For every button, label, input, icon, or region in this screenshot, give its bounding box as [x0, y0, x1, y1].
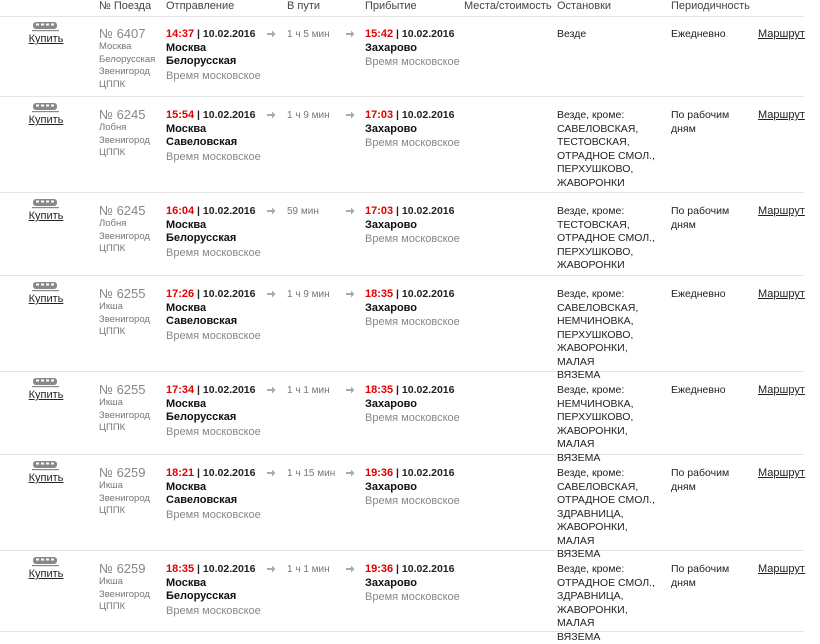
arrow-right-icon — [345, 29, 355, 44]
table-row — [0, 455, 804, 551]
train-number: № 6245 — [99, 108, 161, 122]
departure-date: 10.02.2016 — [203, 563, 256, 575]
stops-line: ЖАВОРОНКИ, МАЛАЯ — [557, 342, 667, 369]
stops-line: ВЯЗЕМА — [557, 631, 667, 644]
buy-cell — [22, 280, 70, 307]
arrow-right-icon — [345, 385, 355, 400]
buy-cell — [22, 197, 70, 224]
departure-station-1: Москва — [166, 481, 266, 495]
table-row — [0, 372, 804, 455]
departure-timezone: Время московское — [166, 246, 266, 260]
departure-station-2: Белорусская — [166, 590, 266, 604]
train-icon[interactable] — [31, 197, 61, 209]
route-cell — [758, 28, 805, 42]
stops-line: Везде, кроме: — [557, 563, 667, 577]
departure-station-2: Савеловская — [166, 136, 266, 150]
arrow-right-icon — [266, 468, 276, 483]
arrival-timezone: Время московское — [365, 590, 465, 604]
departure-date: 10.02.2016 — [203, 205, 256, 217]
period-line: дням — [671, 123, 751, 137]
arrow-right-icon — [266, 385, 276, 400]
route-cell — [758, 467, 805, 481]
departure-date: 10.02.2016 — [203, 28, 256, 40]
train-carrier: ЦППК — [99, 422, 161, 435]
departure-time: 18:35 — [166, 563, 194, 575]
period-line: Ежедневно — [671, 28, 751, 42]
arrival-time: 19:36 — [365, 563, 393, 575]
arrival-cell: 18:35 | 10.02.2016 Захарово Время московское — [365, 288, 465, 329]
stops-line: ПЕРХУШКОВО, — [557, 163, 667, 177]
departure-station-1: Москва — [166, 123, 266, 137]
arrow-right-icon — [345, 289, 355, 304]
train-from: Икша — [99, 301, 161, 314]
departure-station-1: Москва — [166, 398, 266, 412]
train-number: № 6255 — [99, 383, 161, 397]
train-number-cell — [99, 287, 161, 339]
stops-line: Везде — [557, 28, 667, 42]
travel-duration: 1 ч 9 мин — [287, 288, 330, 302]
stops-line: ЗДРАВНИЦА, — [557, 508, 667, 522]
train-to-line1: Белорусская — [99, 54, 161, 67]
table-row — [0, 97, 804, 193]
arrival-date: 10.02.2016 — [402, 205, 455, 217]
departure-date: 10.02.2016 — [203, 109, 256, 121]
period-line: По рабочим — [671, 205, 751, 219]
arrival-timezone: Время московское — [365, 494, 465, 508]
arrow-right-icon — [266, 564, 276, 579]
departure-station-1: Москва — [166, 577, 266, 591]
arrival-cell: 15:42 | 10.02.2016 Захарово Время московское — [365, 28, 465, 69]
arrival-time: 15:42 — [365, 28, 393, 40]
stops-line: НЕМЧИНОВКА, — [557, 315, 667, 329]
stops-cell — [557, 288, 667, 383]
table-row — [0, 551, 804, 632]
travel-duration: 59 мин — [287, 205, 319, 219]
stops-line: ПЕРХУШКОВО, — [557, 329, 667, 343]
train-to-line1: Звенигород — [99, 410, 161, 423]
train-carrier: ЦППК — [99, 505, 161, 518]
departure-station-2: Савеловская — [166, 315, 266, 329]
arrival-date: 10.02.2016 — [402, 288, 455, 300]
arrival-time: 17:03 — [365, 109, 393, 121]
departure-station-2: Белорусская — [166, 232, 266, 246]
stops-cell — [557, 467, 667, 562]
period-line: Ежедневно — [671, 288, 751, 302]
arrival-station: Захарово — [365, 219, 465, 233]
stops-line: ОТРАДНОЕ СМОЛ., — [557, 232, 667, 246]
train-carrier: ЦППК — [99, 326, 161, 339]
train-from: Икша — [99, 480, 161, 493]
arrival-time: 17:03 — [365, 205, 393, 217]
departure-timezone: Время московское — [166, 69, 266, 83]
route-cell — [758, 205, 805, 219]
departure-time: 17:34 — [166, 384, 194, 396]
departure-timezone: Время московское — [166, 329, 266, 343]
train-number-cell — [99, 27, 161, 91]
departure-date: 10.02.2016 — [203, 384, 256, 396]
buy-cell — [22, 555, 70, 582]
arrival-time: 18:35 — [365, 288, 393, 300]
departure-station-2: Белорусская — [166, 411, 266, 425]
period-line: Ежедневно — [671, 384, 751, 398]
train-icon[interactable] — [31, 555, 61, 567]
buy-link[interactable]: Купить — [29, 210, 64, 222]
stops-cell — [557, 28, 667, 42]
train-from: Икша — [99, 576, 161, 589]
stops-line: САВЕЛОВСКАЯ, — [557, 302, 667, 316]
table-row — [0, 193, 804, 276]
stops-line: ВЯЗЕМА — [557, 369, 667, 383]
train-number-cell — [99, 108, 161, 160]
stops-cell — [557, 205, 667, 273]
train-from: Икша — [99, 397, 161, 410]
train-icon[interactable] — [31, 376, 61, 388]
col-periodicity: Периодичность — [671, 0, 750, 12]
stops-line: Везде, кроме: — [557, 205, 667, 219]
period-line: По рабочим — [671, 563, 751, 577]
route-link[interactable]: Маршрут — [758, 109, 805, 121]
departure-time: 16:04 — [166, 205, 194, 217]
stops-line: ОТРАДНОЕ СМОЛ., — [557, 150, 667, 164]
train-number-cell — [99, 466, 161, 518]
arrival-cell: 17:03 | 10.02.2016 Захарово Время московское — [365, 109, 465, 150]
departure-station-1: Москва — [166, 42, 266, 56]
departure-cell: 14:37 | 10.02.2016 Москва Белорусская Время московское — [166, 28, 266, 83]
stops-cell — [557, 384, 667, 465]
train-number: № 6259 — [99, 562, 161, 576]
train-carrier: ЦППК — [99, 601, 161, 614]
train-icon[interactable] — [31, 20, 61, 32]
stops-line: ЖАВОРОНКИ, МАЛАЯ — [557, 521, 667, 548]
arrival-time: 18:35 — [365, 384, 393, 396]
departure-time: 17:26 — [166, 288, 194, 300]
stops-line: ЖАВОРОНКИ — [557, 177, 667, 191]
train-icon[interactable] — [31, 280, 61, 292]
stops-line: ОТРАДНОЕ СМОЛ., — [557, 577, 667, 591]
train-number-cell — [99, 562, 161, 614]
col-departure: Отправление — [166, 0, 234, 12]
schedule-table — [0, 16, 804, 632]
table-header — [0, 0, 804, 17]
travel-duration: 1 ч 9 мин — [287, 109, 330, 123]
departure-timezone: Время московское — [166, 425, 266, 439]
buy-cell — [22, 376, 70, 403]
stops-cell — [557, 109, 667, 190]
arrival-date: 10.02.2016 — [402, 109, 455, 121]
route-link[interactable]: Маршрут — [758, 205, 805, 217]
travel-duration: 1 ч 5 мин — [287, 28, 330, 42]
arrival-timezone: Время московское — [365, 55, 465, 69]
train-from: Лобня — [99, 122, 161, 135]
arrival-cell: 18:35 | 10.02.2016 Захарово Время московское — [365, 384, 465, 425]
route-link[interactable]: Маршрут — [758, 28, 805, 40]
arrival-station: Захарово — [365, 481, 465, 495]
train-to-line1: Звенигород — [99, 314, 161, 327]
route-link[interactable]: Маршрут — [758, 467, 805, 479]
buy-link[interactable]: Купить — [29, 293, 64, 305]
arrival-timezone: Время московское — [365, 232, 465, 246]
arrival-cell: 17:03 | 10.02.2016 Захарово Время московское — [365, 205, 465, 246]
stops-line: ЖАВОРОНКИ, МАЛАЯ — [557, 425, 667, 452]
col-arrival: Прибытие — [365, 0, 417, 12]
departure-time: 18:21 — [166, 467, 194, 479]
stops-line: САВЕЛОВСКАЯ, — [557, 123, 667, 137]
col-seats-price: Места/стоимость — [464, 0, 552, 12]
arrival-timezone: Время московское — [365, 315, 465, 329]
departure-station-1: Москва — [166, 219, 266, 233]
periodicity-cell — [671, 563, 751, 590]
stops-line: ЖАВОРОНКИ — [557, 259, 667, 273]
table-row — [0, 276, 804, 372]
arrow-right-icon — [266, 289, 276, 304]
periodicity-cell — [671, 467, 751, 494]
departure-cell: 18:35 | 10.02.2016 Москва Белорусская Время московское — [166, 563, 266, 618]
arrival-date: 10.02.2016 — [402, 28, 455, 40]
departure-station-2: Савеловская — [166, 494, 266, 508]
train-to-line1: Звенигород — [99, 589, 161, 602]
train-from: Москва — [99, 41, 161, 54]
buy-link[interactable]: Купить — [29, 114, 64, 126]
periodicity-cell — [671, 109, 751, 136]
periodicity-cell — [671, 384, 751, 398]
departure-date: 10.02.2016 — [203, 288, 256, 300]
stops-line: ОТРАДНОЕ СМОЛ., — [557, 494, 667, 508]
period-line: дням — [671, 481, 751, 495]
route-cell — [758, 563, 805, 577]
stops-line: Везде, кроме: — [557, 109, 667, 123]
route-cell — [758, 288, 805, 302]
train-number-cell — [99, 383, 161, 435]
arrow-right-icon — [266, 29, 276, 44]
buy-cell — [22, 20, 70, 47]
train-icon[interactable] — [31, 459, 61, 471]
travel-duration: 1 ч 1 мин — [287, 563, 330, 577]
route-link[interactable]: Маршрут — [758, 563, 805, 575]
train-to-line2: Звенигород — [99, 66, 161, 79]
buy-link[interactable]: Купить — [29, 389, 64, 401]
departure-timezone: Время московское — [166, 604, 266, 618]
col-stops: Остановки — [557, 0, 611, 12]
train-number: № 6245 — [99, 204, 161, 218]
arrival-timezone: Время московское — [365, 136, 465, 150]
route-link[interactable]: Маршрут — [758, 288, 805, 300]
train-number-cell — [99, 204, 161, 256]
departure-timezone: Время московское — [166, 150, 266, 164]
train-number: № 6255 — [99, 287, 161, 301]
stops-line: ЗДРАВНИЦА, — [557, 590, 667, 604]
departure-cell: 17:34 | 10.02.2016 Москва Белорусская Время московское — [166, 384, 266, 439]
arrival-station: Захарово — [365, 123, 465, 137]
departure-time: 14:37 — [166, 28, 194, 40]
arrival-timezone: Время московское — [365, 411, 465, 425]
departure-cell: 16:04 | 10.02.2016 Москва Белорусская Время московское — [166, 205, 266, 260]
route-cell — [758, 384, 805, 398]
arrival-date: 10.02.2016 — [402, 384, 455, 396]
route-link[interactable]: Маршрут — [758, 384, 805, 396]
stops-line: Везде, кроме: — [557, 288, 667, 302]
periodicity-cell — [671, 288, 751, 302]
buy-link[interactable]: Купить — [29, 568, 64, 580]
period-line: По рабочим — [671, 109, 751, 123]
arrival-cell: 19:36 | 10.02.2016 Захарово Время московское — [365, 563, 465, 604]
train-carrier: ЦППК — [99, 243, 161, 256]
buy-link[interactable]: Купить — [29, 33, 64, 45]
arrow-right-icon — [345, 468, 355, 483]
buy-cell — [22, 101, 70, 128]
train-carrier: ЦППК — [99, 79, 161, 92]
stops-line: Везде, кроме: — [557, 467, 667, 481]
departure-station-2: Белорусская — [166, 55, 266, 69]
departure-cell: 15:54 | 10.02.2016 Москва Савеловская Время московское — [166, 109, 266, 164]
col-duration: В пути — [287, 0, 320, 12]
arrival-date: 10.02.2016 — [402, 467, 455, 479]
arrival-cell: 19:36 | 10.02.2016 Захарово Время московское — [365, 467, 465, 508]
arrival-time: 19:36 — [365, 467, 393, 479]
arrow-right-icon — [345, 110, 355, 125]
travel-duration: 1 ч 15 мин — [287, 467, 335, 481]
stops-cell — [557, 563, 667, 644]
departure-cell: 17:26 | 10.02.2016 Москва Савеловская Время московское — [166, 288, 266, 343]
travel-duration: 1 ч 1 мин — [287, 384, 330, 398]
train-to-line1: Звенигород — [99, 493, 161, 506]
train-to-line1: Звенигород — [99, 231, 161, 244]
departure-timezone: Время московское — [166, 508, 266, 522]
stops-line: ВЯЗЕМА — [557, 548, 667, 562]
departure-date: 10.02.2016 — [203, 467, 256, 479]
arrival-station: Захарово — [365, 302, 465, 316]
train-carrier: ЦППК — [99, 147, 161, 160]
arrow-right-icon — [266, 206, 276, 221]
stops-line: ЖАВОРОНКИ, МАЛАЯ — [557, 604, 667, 631]
stops-line: САВЕЛОВСКАЯ, — [557, 481, 667, 495]
arrow-right-icon — [345, 206, 355, 221]
periodicity-cell — [671, 28, 751, 42]
stops-line: НЕМЧИНОВКА, — [557, 398, 667, 412]
route-cell — [758, 109, 805, 123]
arrival-date: 10.02.2016 — [402, 563, 455, 575]
stops-line: ТЕСТОВСКАЯ, — [557, 219, 667, 233]
arrival-station: Захарово — [365, 42, 465, 56]
train-number: № 6407 — [99, 27, 161, 41]
train-from: Лобня — [99, 218, 161, 231]
train-to-line1: Звенигород — [99, 135, 161, 148]
departure-station-1: Москва — [166, 302, 266, 316]
buy-link[interactable]: Купить — [29, 472, 64, 484]
stops-line: ПЕРХУШКОВО, — [557, 246, 667, 260]
stops-line: ПЕРХУШКОВО, — [557, 411, 667, 425]
col-train-number: № Поезда — [99, 0, 151, 12]
train-icon[interactable] — [31, 101, 61, 113]
table-row — [0, 16, 804, 97]
departure-time: 15:54 — [166, 109, 194, 121]
stops-line: ВЯЗЕМА — [557, 452, 667, 466]
periodicity-cell — [671, 205, 751, 232]
stops-line: Везде, кроме: — [557, 384, 667, 398]
arrival-station: Захарово — [365, 577, 465, 591]
period-line: дням — [671, 219, 751, 233]
stops-line: ТЕСТОВСКАЯ, — [557, 136, 667, 150]
departure-cell: 18:21 | 10.02.2016 Москва Савеловская Время московское — [166, 467, 266, 522]
buy-cell — [22, 459, 70, 486]
period-line: дням — [671, 577, 751, 591]
period-line: По рабочим — [671, 467, 751, 481]
train-number: № 6259 — [99, 466, 161, 480]
arrival-station: Захарово — [365, 398, 465, 412]
arrow-right-icon — [266, 110, 276, 125]
arrow-right-icon — [345, 564, 355, 579]
